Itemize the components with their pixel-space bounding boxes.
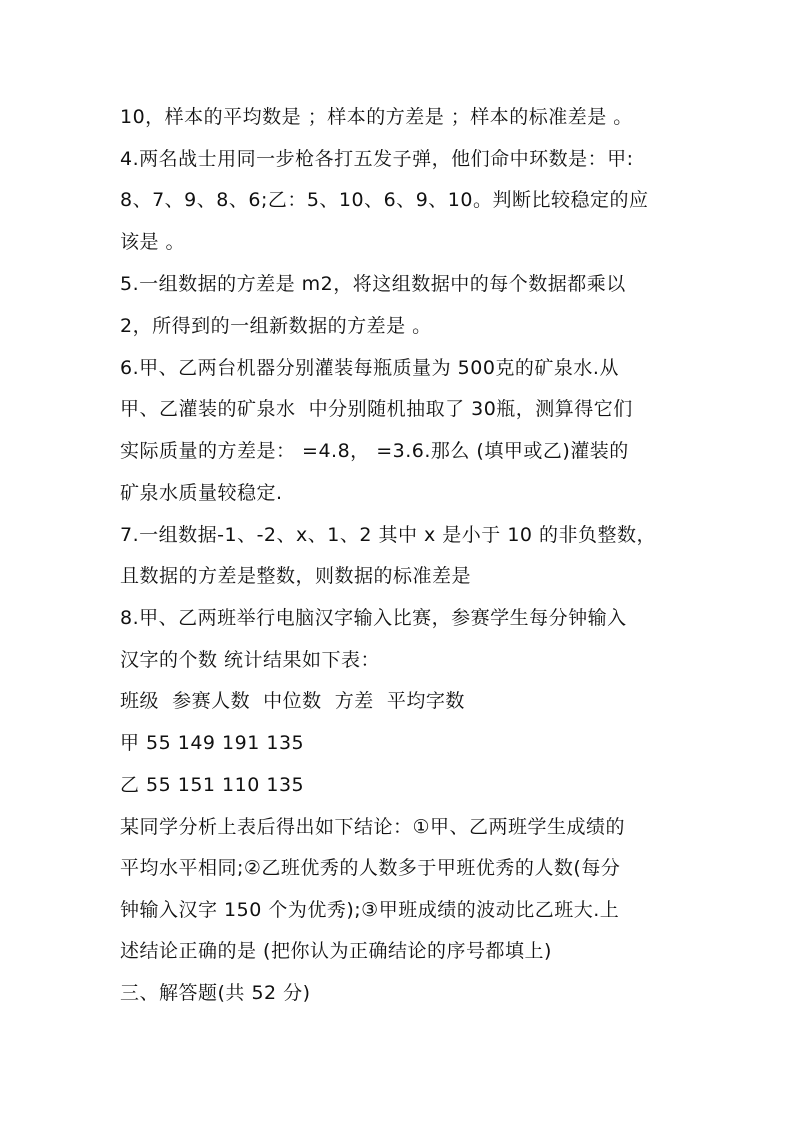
text-line: 该是 。 — [120, 231, 186, 253]
text-line: 乙 55 151 110 135 — [120, 774, 305, 796]
text-line: 6.甲、乙两台机器分别灌装每瓶质量为 500克的矿泉水.从 — [120, 357, 619, 379]
text-line: 8.甲、乙两班举行电脑汉字输入比赛，参赛学生每分钟输入 — [120, 607, 627, 629]
text-line: 且数据的方差是整数，则数据的标准差是 — [120, 565, 472, 587]
text-line: 班级 参赛人数 中位数 方差 平均字数 — [120, 690, 465, 712]
text-line: 5.一组数据的方差是 m2，将这组数据中的每个数据都乘以 — [120, 273, 626, 295]
text-line: 4.两名战士用同一步枪各打五发子弹，他们命中环数是：甲: — [120, 148, 634, 170]
text-line: 7.一组数据-1、-2、x、1、2 其中 x 是小于 10 的非负整数， — [120, 524, 657, 546]
text-line: 三、解答题(共 52 分) — [120, 982, 311, 1004]
text-line: 钟输入汉字 150 个为优秀);③甲班成绩的波动比乙班大.上 — [120, 899, 620, 921]
text-line: 甲、乙灌装的矿泉水 中分别随机抽取了 30瓶，测算得它们 — [120, 398, 633, 420]
text-line: 某同学分析上表后得出如下结论：①甲、乙两班学生成绩的 — [120, 816, 626, 838]
text-line: 实际质量的方差是： =4.8， =3.6.那么 (填甲或乙)灌装的 — [120, 440, 629, 462]
text-line: 平均水平相同;②乙班优秀的人数多于甲班优秀的人数(每分 — [120, 857, 621, 879]
text-line: 10，样本的平均数是 ；样本的方差是 ；样本的标准差是 。 — [120, 106, 633, 128]
text-line: 甲 55 149 191 135 — [120, 732, 305, 754]
text-line: 2，所得到的一组新数据的方差是 。 — [120, 315, 432, 337]
text-line: 汉字的个数 统计结果如下表： — [120, 649, 381, 671]
text-line: 述结论正确的是 (把你认为正确结论的序号都填上) — [120, 940, 552, 962]
text-line: 8、7、9、8、6;乙：5、10、6、9、10。判断比较稳定的应 — [120, 189, 649, 211]
text-line: 矿泉水质量较稳定. — [120, 482, 283, 504]
